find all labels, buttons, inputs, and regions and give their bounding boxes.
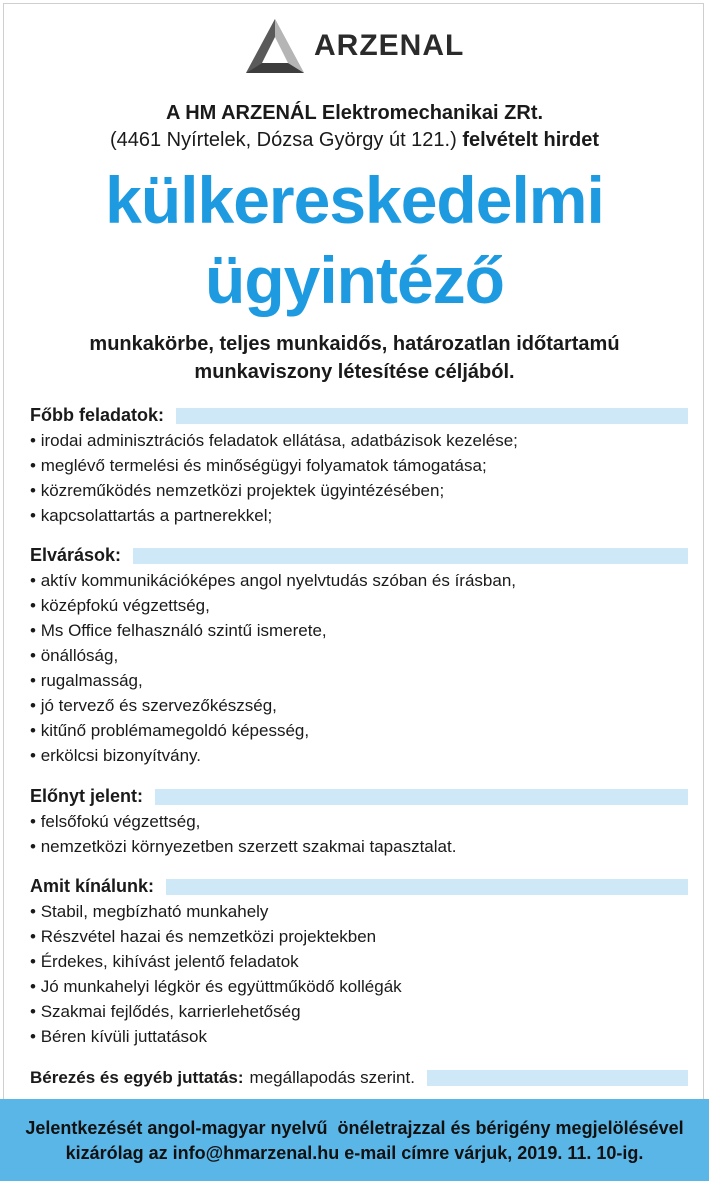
list-item: • Szakmai fejlődés, karrierlehetőség	[30, 999, 688, 1024]
list-item: • Béren kívüli juttatások	[30, 1024, 688, 1049]
list-item: • közreműködés nemzetközi projektek ügyintézésében;	[30, 478, 688, 503]
list-item: • Ms Office felhasználó szintű ismerete,	[30, 618, 688, 643]
section-title: Elvárások:	[30, 545, 122, 565]
company-address-line	[0, 127, 709, 154]
section-requirements	[30, 543, 688, 768]
section-header	[30, 874, 688, 899]
list-item: • Érdekes, kihívást jelentő feladatok	[30, 949, 688, 974]
list-item: • kapcsolattartás a partnerekkel;	[30, 503, 688, 528]
section-divider-bar	[176, 408, 688, 424]
list-item: • felsőfokú végzettség,	[30, 809, 688, 834]
arzenal-triangle-logo-icon	[244, 17, 306, 75]
section-title: Előnyt jelent:	[30, 786, 144, 806]
job-title-line-2: ügyintéző	[205, 243, 504, 317]
job-title	[0, 160, 709, 320]
company-address: (4461 Nyírtelek, Dózsa György út 121.)	[109, 129, 457, 151]
section-title: Amit kínálunk:	[30, 876, 155, 896]
salary-line	[30, 1066, 688, 1090]
list-item: • kitűnő problémamegoldó képesség,	[30, 718, 688, 743]
list-item: • irodai adminisztrációs feladatok ellátása, adatbázisok kezelése;	[30, 428, 688, 453]
list-item: • önállóság,	[30, 643, 688, 668]
section-header	[30, 784, 688, 809]
list-item: • meglévő termelési és minőségügyi folyamatok támogatása;	[30, 453, 688, 478]
employment-terms	[0, 330, 709, 386]
salary-label: Bérezés és egyéb juttatás:	[30, 1068, 244, 1087]
section-divider-bar	[155, 789, 688, 805]
list-item: • Stabil, megbízható munkahely	[30, 899, 688, 924]
section-advantages	[30, 784, 688, 859]
offer-list	[30, 899, 688, 1049]
list-item: • aktív kommunikációképes angol nyelvtudás szóban és írásban,	[30, 568, 688, 593]
list-item: • rugalmasság,	[30, 668, 688, 693]
application-footer	[0, 1099, 709, 1181]
company-header	[0, 100, 709, 154]
section-divider-bar	[427, 1070, 688, 1086]
employment-terms-line-2: munkaviszony létesítése céljából.	[194, 361, 515, 383]
logo-wordmark: ARZENAL	[314, 29, 465, 62]
section-header	[30, 403, 688, 428]
employment-terms-line-1: munkakörbe, teljes munkaidős, határozatlan időtartamú	[89, 333, 620, 355]
announcement-text: felvételt hirdet	[462, 129, 600, 151]
list-item: • nemzetközi környezetben szerzett szakmai tapasztalat.	[30, 834, 688, 859]
list-item: • jó tervező és szervezőkészség,	[30, 693, 688, 718]
list-item: • Részvétel hazai és nemzetközi projektekben	[30, 924, 688, 949]
section-header	[30, 543, 688, 568]
section-divider-bar	[133, 548, 688, 564]
section-tasks	[30, 403, 688, 528]
footer-line-2: kizárólag az info@hmarzenal.hu e-mail címre várjuk, 2019. 11. 10-ig.	[65, 1143, 644, 1163]
section-divider-bar	[166, 879, 688, 895]
company-name: A HM ARZENÁL Elektromechanikai ZRt.	[165, 102, 544, 124]
section-offer	[30, 874, 688, 1049]
advantage-list	[30, 809, 688, 859]
company-logo	[244, 16, 474, 76]
job-title-line-1: külkereskedelmi	[105, 163, 604, 237]
task-list	[30, 428, 688, 528]
list-item: • Jó munkahelyi légkör és együttműködő kollégák	[30, 974, 688, 999]
requirement-list	[30, 568, 688, 768]
salary-value: megállapodás szerint.	[249, 1068, 415, 1087]
list-item: • erkölcsi bizonyítvány.	[30, 743, 688, 768]
list-item: • középfokú végzettség,	[30, 593, 688, 618]
section-title: Főbb feladatok:	[30, 405, 164, 425]
footer-line-1: Jelentkezését angol-magyar nyelvű önéletrajzzal és bérigény megjelölésével	[25, 1118, 684, 1138]
